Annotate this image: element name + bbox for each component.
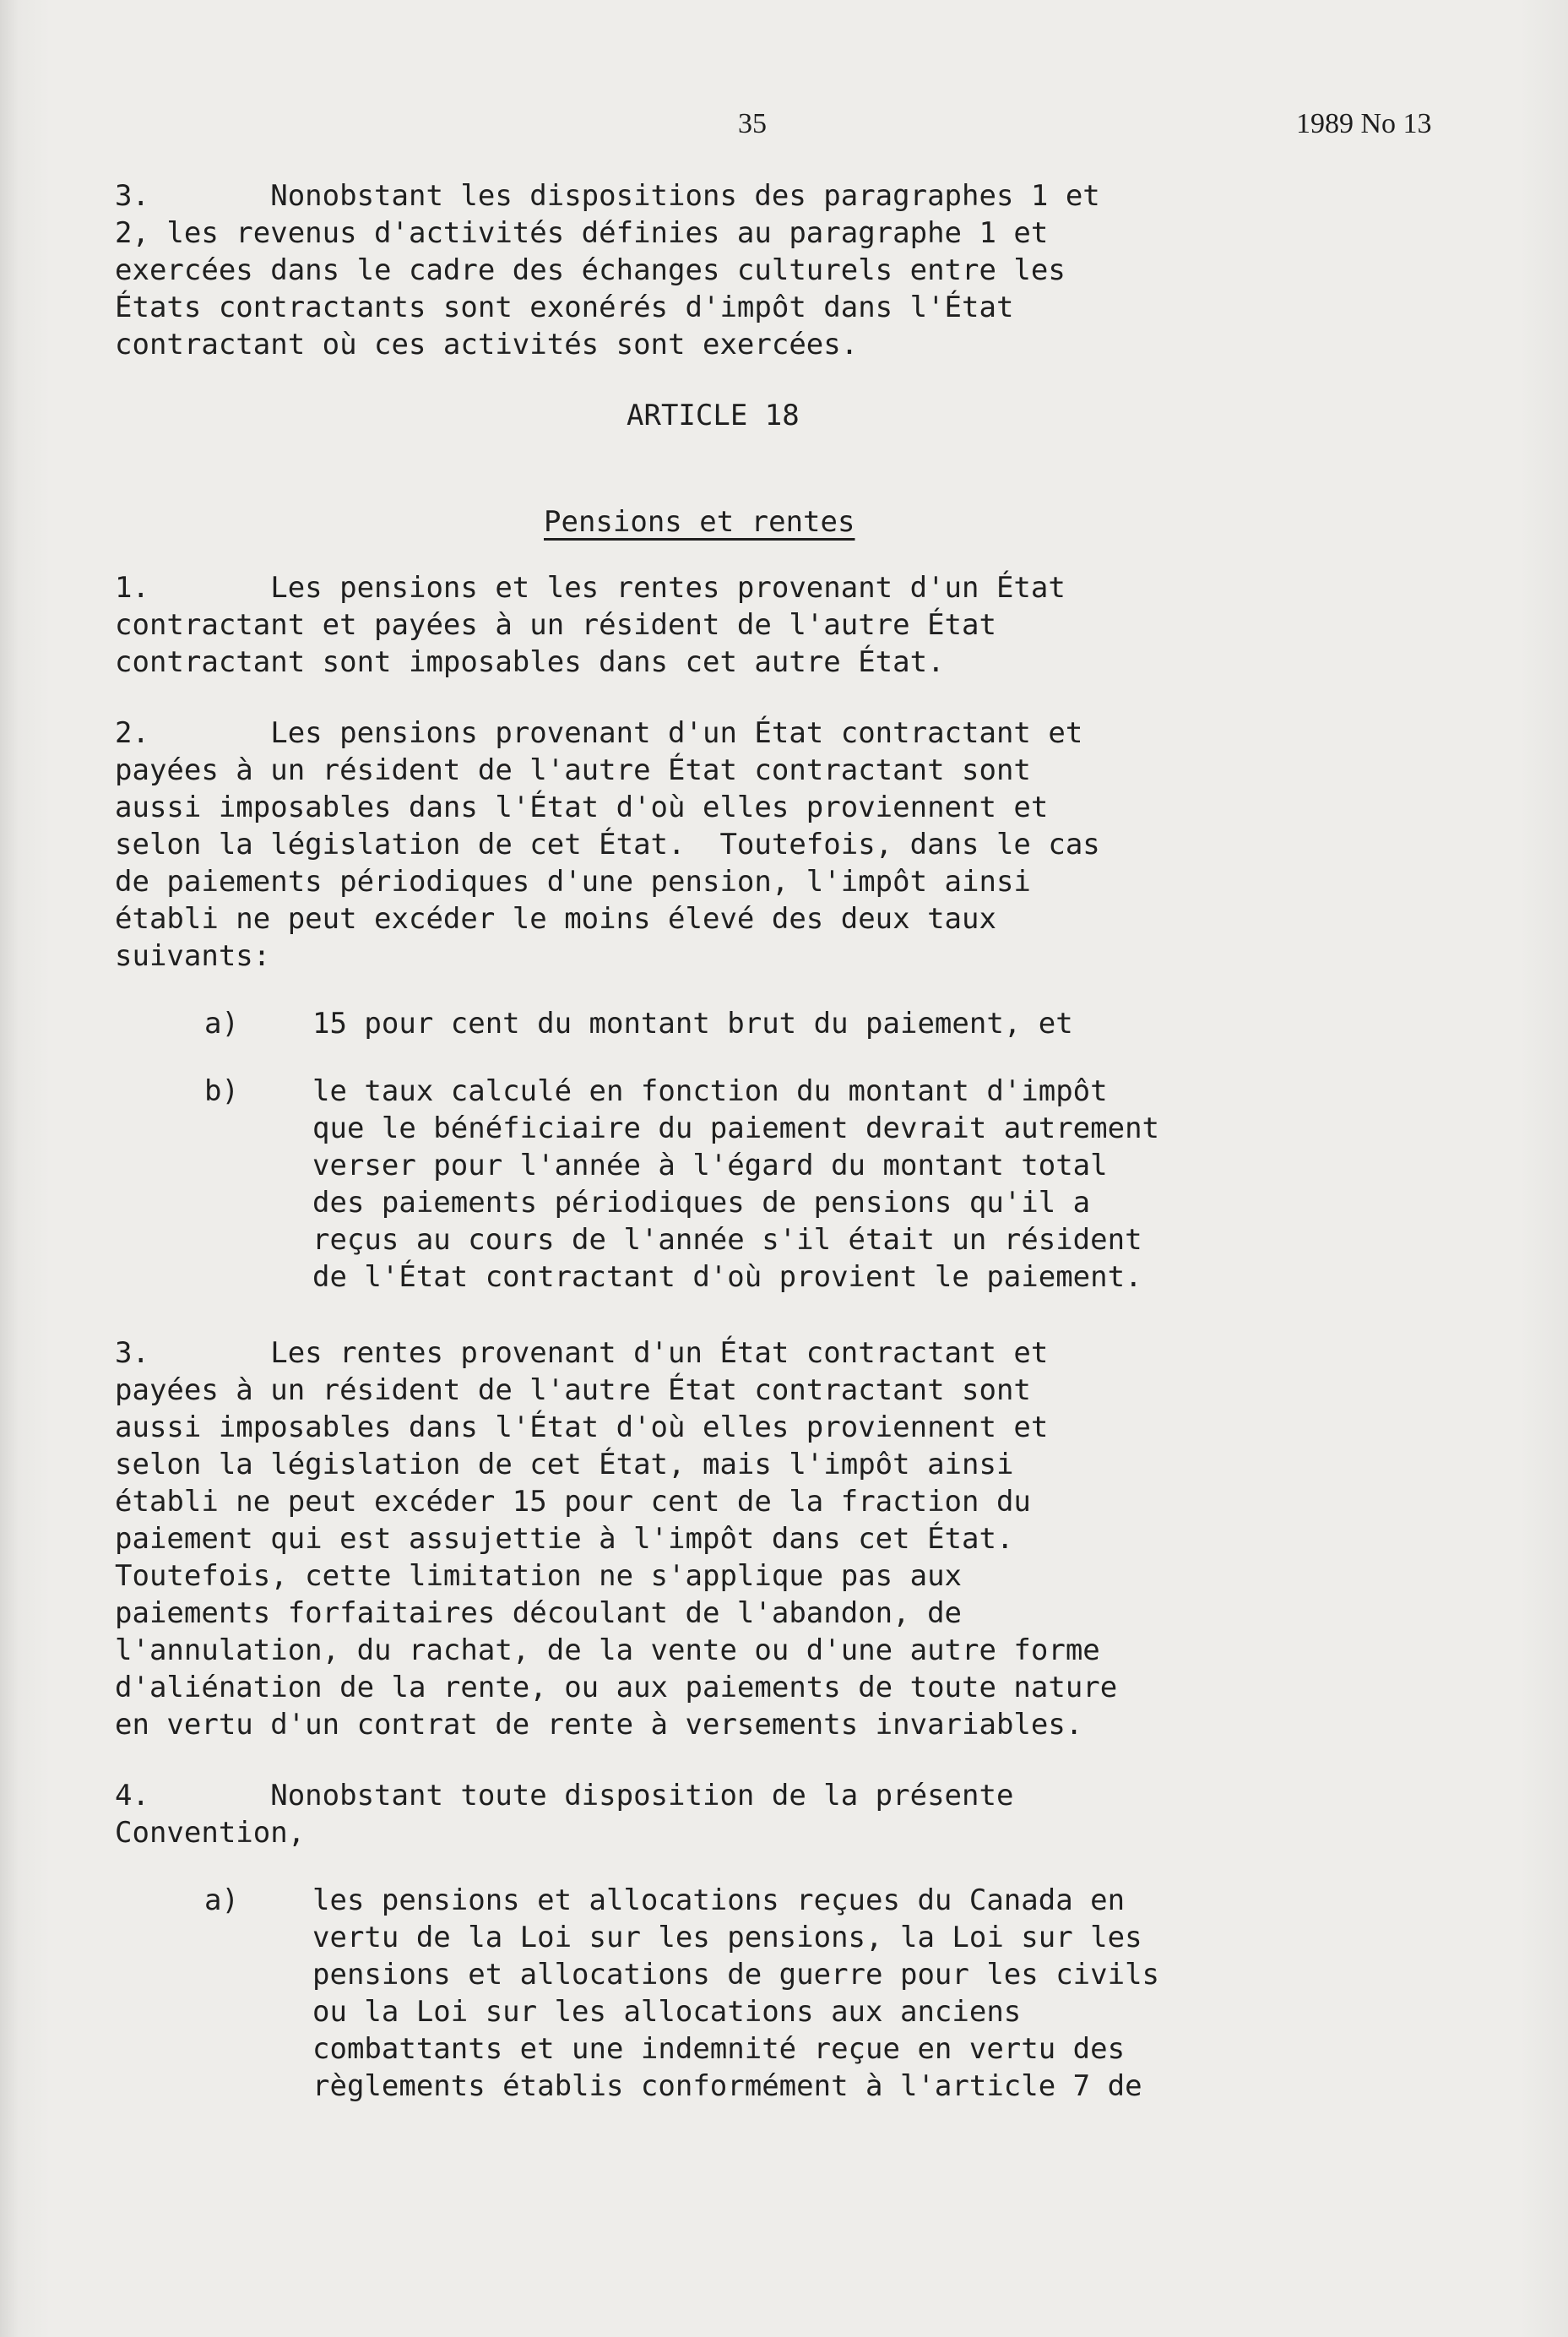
text-line: paiements forfaitaires découlant de l'abandon, de [115,1596,963,1630]
text-line: reçus au cours de l'année s'il était un résident [312,1223,1142,1257]
text-line: de l'État contractant d'où provient le paiement. [312,1260,1142,1294]
document-body [115,177,1466,2135]
text-line: contractant et payées à un résident de l'autre État [115,608,996,642]
list-item-4a [115,1882,1466,2105]
paragraph-article17-3 [115,177,1466,363]
list-item-text [312,1882,1159,2105]
text-line: en vertu d'un contrat de rente à versements invariables. [115,1708,1083,1742]
text-line: 3. Nonobstant les dispositions des paragraphes 1 et [115,179,1100,213]
text-line: États contractants sont exonérés d'impôt dans l'État [115,291,1014,324]
text-line: 2, les revenus d'activités définies au paragraphe 1 et [115,216,1049,250]
text-line: des paiements périodiques de pensions qu'il a [312,1186,1091,1220]
text-line: établi ne peut excéder le moins élevé des deux taux [115,902,996,936]
text-line: pensions et allocations de guerre pour les civils [312,1958,1160,1992]
text-line: établi ne peut excéder 15 pour cent de la fraction du [115,1485,1031,1519]
text-line: l'annulation, du rachat, de la vente ou d'une autre forme [115,1633,1100,1667]
text-line: payées à un résident de l'autre État contractant sont [115,753,1031,787]
text-line: aussi imposables dans l'État d'où elles proviennent et [115,1410,1049,1444]
text-line: Toutefois, cette limitation ne s'applique pas aux [115,1559,963,1593]
text-line: verser pour l'année à l'égard du montant total [312,1149,1108,1182]
text-line: paiement qui est assujettie à l'impôt dans cet État. [115,1522,1014,1556]
text-line: d'aliénation de la rente, ou aux paiements de toute nature [115,1671,1118,1704]
text-line: combattants et une indemnité reçue en vertu des [312,2032,1126,2066]
text-line: selon la législation de cet État, mais l'impôt ainsi [115,1448,1014,1481]
list-item-text [312,1005,1073,1042]
text-line: le taux calculé en fonction du montant d'impôt [312,1074,1108,1108]
page-number: 35 [738,108,767,139]
list-item-text [312,1073,1159,1296]
text-line: de paiements périodiques d'une pension, l'impôt ainsi [115,865,1031,899]
text-line: vertu de la Loi sur les pensions, la Loi sur les [312,1921,1142,1954]
text-line: les pensions et allocations reçues du Canada en [312,1883,1126,1917]
text-line: suivants: [115,939,271,973]
issue-number: 1989 No 13 [1296,108,1432,139]
text-line: payées à un résident de l'autre État contractant sont [115,1373,1031,1407]
paragraph-3 [115,1334,1466,1743]
article-title: ARTICLE 18 [627,399,800,432]
text-line: selon la législation de cet État. Toutefois, dans le cas [115,828,1100,861]
text-line: contractant où ces activités sont exercées. [115,328,859,361]
page-header [0,108,1568,145]
list-item-2a [115,1005,1466,1042]
list-item-label: a) [204,1883,239,1917]
text-line: 1. Les pensions et les rentes provenant d'un État [115,571,1066,605]
paragraph-2 [115,715,1466,975]
text-line: 3. Les rentes provenant d'un État contractant et [115,1336,1049,1370]
text-line: 4. Nonobstant toute disposition de la présente [115,1779,1014,1813]
paragraph-4 [115,1777,1466,1851]
list-item-label: a) [204,1007,239,1041]
text-line: règlements établis conformément à l'article 7 de [312,2069,1142,2103]
list-item-2b [115,1073,1466,1296]
paragraph-1 [115,569,1466,681]
article-subtitle: Pensions et rentes [544,505,855,539]
text-line: que le bénéficiaire du paiement devrait autrement [312,1111,1160,1145]
text-line: 2. Les pensions provenant d'un État contractant et [115,716,1083,750]
text-line: Convention, [115,1816,306,1850]
text-line: aussi imposables dans l'État d'où elles proviennent et [115,791,1049,824]
list-item-label: b) [204,1074,239,1108]
text-line: 15 pour cent du montant brut du paiement, et [312,1007,1073,1041]
text-line: exercées dans le cadre des échanges culturels entre les [115,253,1066,287]
text-line: contractant sont imposables dans cet autre État. [115,645,945,679]
text-line: ou la Loi sur les allocations aux anciens [312,1995,1022,2029]
